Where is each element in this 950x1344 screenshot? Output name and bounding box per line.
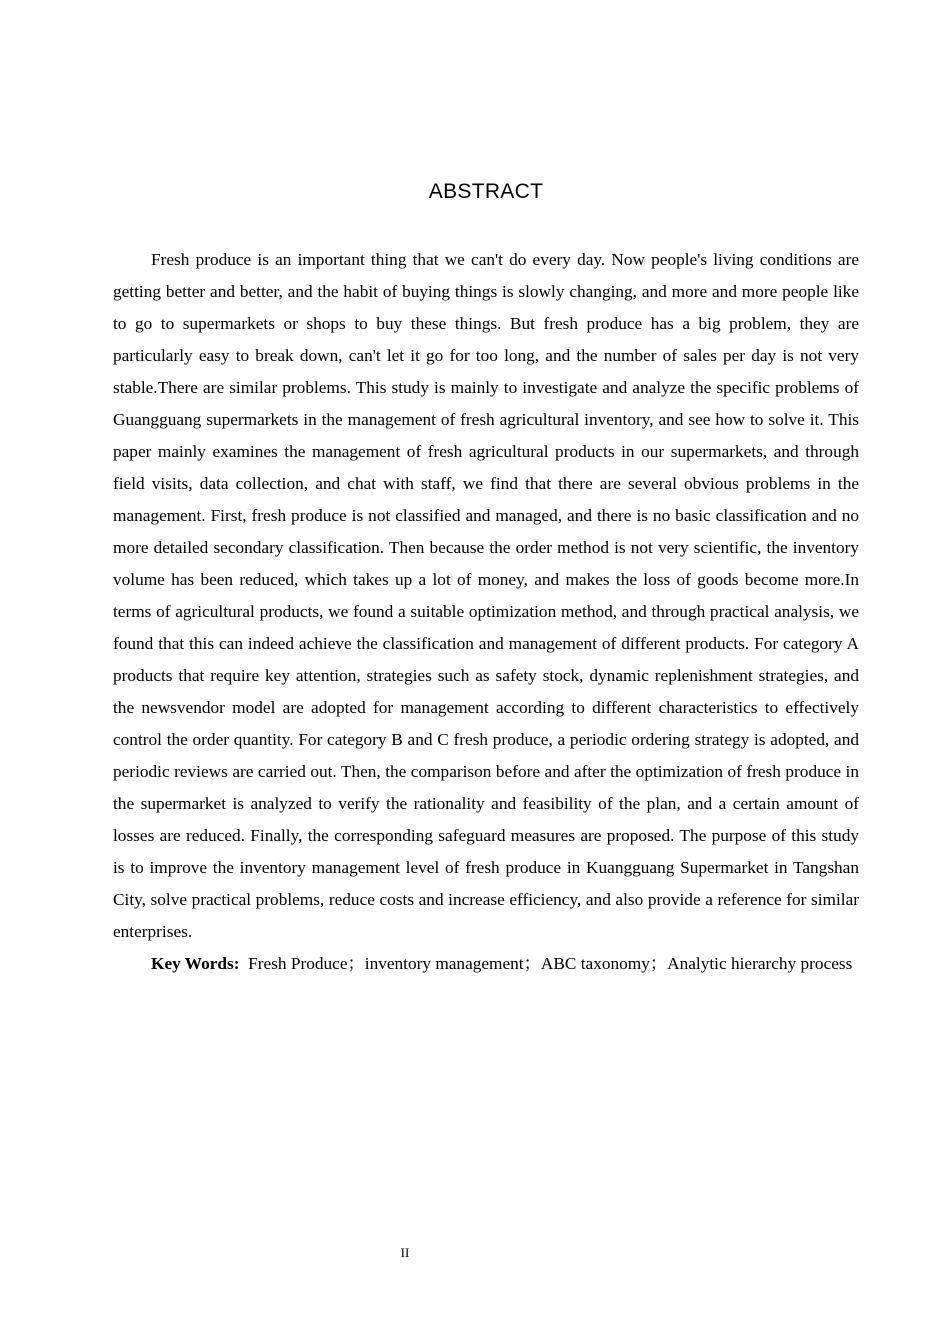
- keywords-paragraph: [113, 948, 859, 980]
- abstract-title: ABSTRACT: [428, 180, 544, 203]
- keywords-label: Key Words:: [151, 954, 240, 973]
- abstract-body: [113, 244, 859, 980]
- keywords-text: Fresh Produce；inventory management；ABC taxonomy；Analytic hierarchy process: [248, 954, 853, 973]
- abstract-paragraph: Fresh produce is an important thing that we can't do every day. Now people's living conditions are getting better and better, and the habit of buying things is slowly changing, and more and more people like to go to supermarkets or shops to buy these things. But fresh produce has a big problem, they are particularly easy to break down, can't let it go for too long, and the number of sales per day is not very stable.There are similar problems. This study is mainly to investigate and analyze the specific problems of Guangguang supermarkets in the management of fresh agricultural inventory, and see how to solve it. This paper mainly examines the management of fresh agricultural products in our supermarkets, and through field visits, data collection, and chat with staff, we find that there are several obvious problems in the management. First, fresh produce is not classified and managed, and there is no basic classification and no more detailed secondary classification. Then because the order method is not very scientific, the inventory volume has been reduced, which takes up a lot of money, and makes the loss of goods become more.In terms of agricultural products, we found a suitable optimization method, and through practical analysis, we found that this can indeed achieve the classification and management of different products. For category A products that require key attention, strategies such as safety stock, dynamic replenishment strategies, and the newsvendor model are adopted for management according to different characteristics to effectively control the order quantity. For category B and C fresh produce, a periodic ordering strategy is adopted, and periodic reviews are carried out. Then, the comparison before and after the optimization of fresh produce in the supermarket is analyzed to verify the rationality and feasibility of the plan, and a certain amount of losses are reduced. Finally, the corresponding safeguard measures are proposed. The purpose of this study is to improve the inventory management level of fresh produce in Kuangguang Supermarket in Tangshan City, solve practical problems, reduce costs and increase efficiency, and also provide a reference for similar enterprises.: [113, 250, 859, 941]
- page-number: II: [400, 1245, 410, 1260]
